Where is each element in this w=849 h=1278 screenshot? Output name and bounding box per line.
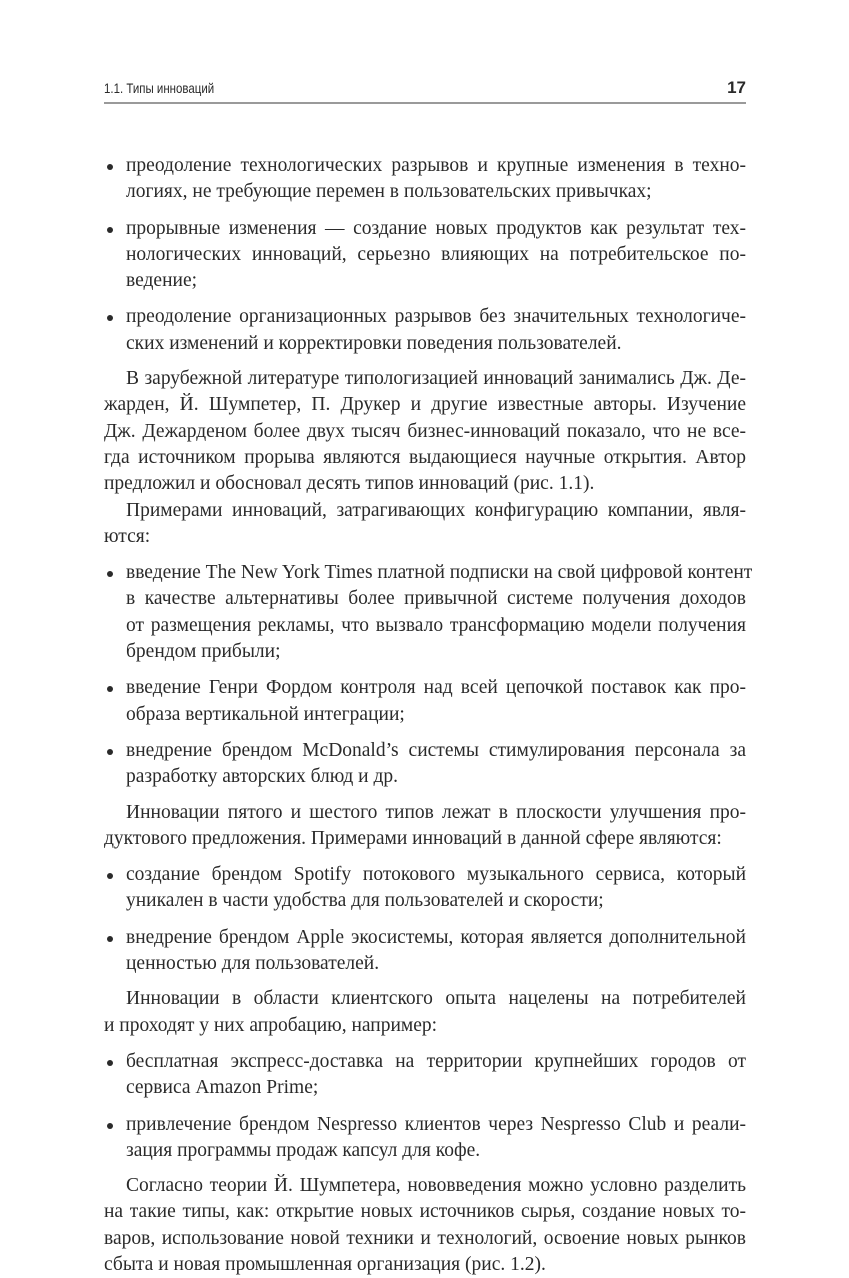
bullet-item <box>104 738 746 791</box>
text-line: В зарубежной литературе типологизацией инноваций занимались Дж. Де- <box>126 368 746 390</box>
paragraph <box>104 498 746 551</box>
text-line: гда источником прорыва являются выдающиеся научные открытия. Автор <box>104 446 746 468</box>
text-line: нологических инноваций, серьезно влияющих на потребительское по- <box>126 243 746 265</box>
text-line: предложил и обосновал десять типов инноваций (рис. 1.1). <box>104 473 595 495</box>
text-line: сбыта и новая промышленная организация (рис. 1.2). <box>104 1253 546 1275</box>
text-line: создание брендом Spotify потокового музыкального сервиса, который <box>126 864 746 886</box>
text-line: ются: <box>104 525 151 547</box>
paragraph <box>104 800 746 853</box>
text-line: варов, использование новой техники и технологий, освоение новых рынков <box>104 1227 746 1249</box>
text-line: Инновации в области клиентского опыта нацелены на потребителей <box>126 988 746 1010</box>
section-title: 1.1. Типы инноваций <box>104 80 215 96</box>
text-line: и проходят у них апробацию, например: <box>104 1014 438 1036</box>
bullet-item <box>104 1112 746 1165</box>
text-line: ведение; <box>126 270 198 292</box>
bullet-item <box>104 862 746 915</box>
text-line: внедрение брендом Apple экосистемы, которая является дополнительной <box>126 926 746 948</box>
text-line: на такие типы, как: открытие новых источников сырья, создание новых то- <box>104 1201 746 1223</box>
text-line: Примерами инноваций, затрагивающих конфигурацию компании, явля- <box>126 499 746 521</box>
text-line: внедрение брендом McDonald’s системы стимулирования персонала за <box>126 739 746 761</box>
text-line: жарден, Й. Шумпетер, П. Друкер и другие известные авторы. Изучение <box>104 394 746 416</box>
paragraph <box>104 986 746 1039</box>
text-line: дуктового предложения. Примерами инноваций в данной сфере являются: <box>104 827 722 849</box>
text-line: разработку авторских блюд и др. <box>126 766 399 788</box>
text-line: сервиса Amazon Prime; <box>126 1077 319 1099</box>
text-line: уникален в части удобства для пользователей и скорости; <box>126 890 604 912</box>
text-line: логиях, не требующие перемен в пользовательских привычках; <box>126 181 652 203</box>
text-line: преодоление технологических разрывов и крупные изменения в техно- <box>126 155 746 176</box>
text-line: Согласно теории Й. Шумпетера, нововведения можно условно разделить <box>126 1175 746 1197</box>
running-header <box>104 78 746 104</box>
bullet-item <box>104 304 746 357</box>
text-line: введение The New York Times платной подписки на свой цифровой контент <box>126 562 753 584</box>
bullet-item <box>104 675 746 728</box>
bullet-item <box>104 1049 746 1102</box>
text-line: ценностью для пользователей. <box>126 953 380 975</box>
text-line: в качестве альтернативы более привычной системе получения доходов <box>126 588 746 610</box>
text-line: зация программы продаж капсул для кофе. <box>126 1139 481 1161</box>
text-line: бесплатная экспресс-доставка на территории крупнейших городов от <box>126 1050 746 1072</box>
bullet-item <box>104 216 746 295</box>
paragraph <box>104 366 746 497</box>
bullet-item <box>104 925 746 978</box>
paragraph <box>104 1173 746 1278</box>
text-line: Дж. Дежарденом более двух тысяч бизнес-инноваций показало, что не все- <box>104 420 746 442</box>
text-line: от размещения рекламы, что вызвало трансформацию модели получения <box>126 614 746 636</box>
text-line: прорывные изменения — создание новых продуктов как результат тех- <box>126 217 746 239</box>
text-line: преодоление организационных разрывов без значительных технологиче- <box>126 306 746 328</box>
text-line: ских изменений и корректировки поведения пользователей. <box>126 332 622 354</box>
text-line: введение Генри Фордом контроля над всей цепочкой поставок как про- <box>126 677 746 699</box>
text-line: образа вертикальной интеграции; <box>126 703 405 725</box>
text-line: Инновации пятого и шестого типов лежат в плоскости улучшения про- <box>126 801 746 823</box>
bullet-item <box>104 560 753 665</box>
text-line: привлечение брендом Nespresso клиентов через Nespresso Club и реали- <box>126 1113 746 1135</box>
bullet-item <box>104 153 746 206</box>
page-body <box>104 143 753 1278</box>
text-line: брендом прибыли; <box>126 641 281 663</box>
page-number: 17 <box>727 78 746 97</box>
